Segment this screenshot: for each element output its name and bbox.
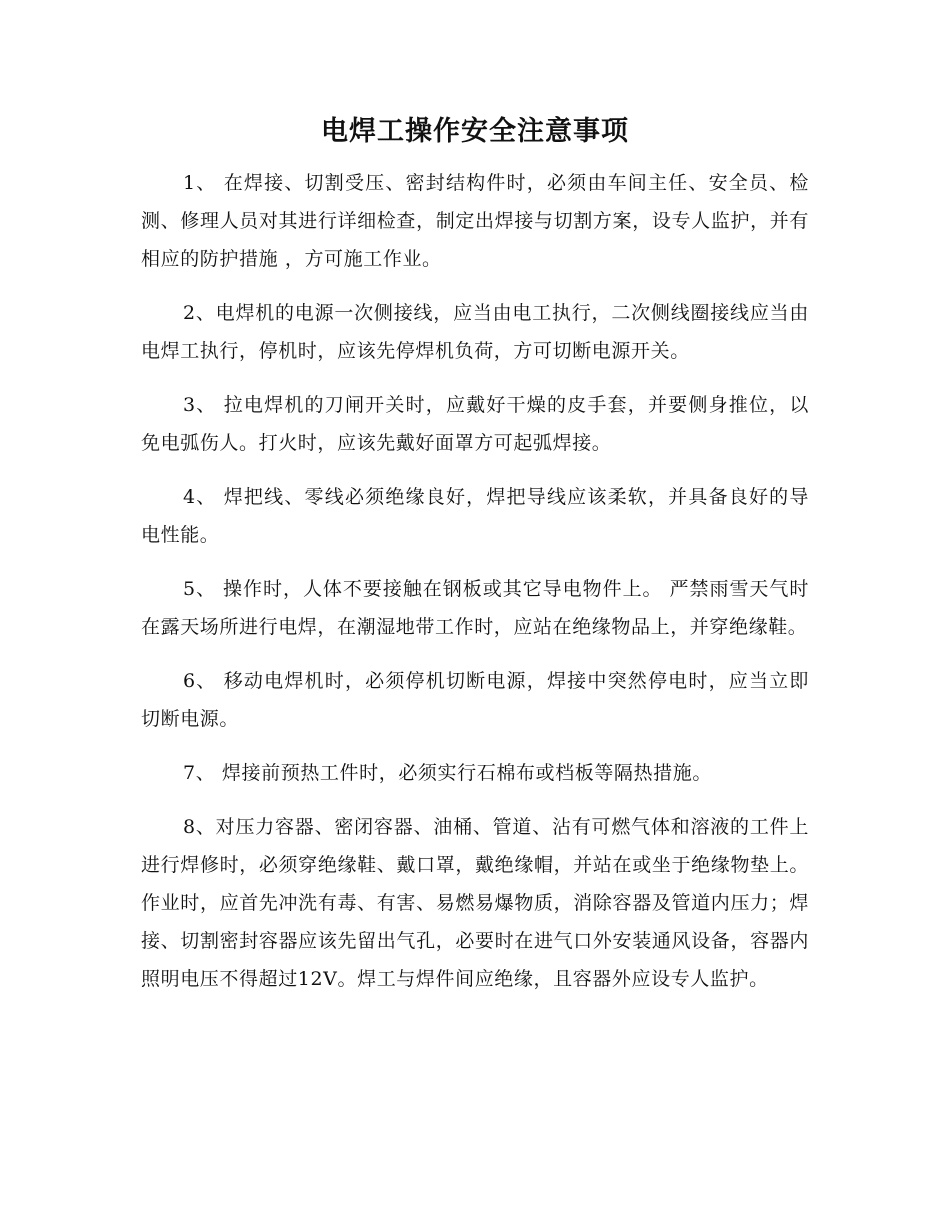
paragraph-3: 3、 拉电焊机的刀闸开关时，应戴好干燥的皮手套，并要侧身推位，以免电弧伤人。打火时，应该先戴好面罩方可起弧焊接。 — [141, 394, 809, 454]
paragraph-6: 6、 移动电焊机时，必须停机切断电源，焊接中突然停电时，应当立即切断电源。 — [141, 670, 809, 730]
paragraph-8: 8、对压力容器、密闭容器、油桶、管道、沾有可燃气体和溶液的工件上进行焊修时，必须穿绝缘鞋、戴口罩，戴绝缘帽，并站在或坐于绝缘物垫上。作业时，应首先冲洗有毒、有害、易燃易爆物质，消除容器及管道内压力；焊接、切割密封容器应该先留出气孔，必要时在进气口外安装通风设备，容器内照明电压不得超过12V。焊工与焊件间应绝缘，且容器外应设专人监护。 — [141, 816, 809, 990]
paragraph-1: 1、 在焊接、切割受压、密封结构件时，必须由车间主任、安全员、检测、修理人员对其进行详细检查，制定出焊接与切割方案，设专人监护，并有相应的防护措施 ，方可施工作业。 — [141, 172, 809, 270]
paragraph-5: 5、 操作时，人体不要接触在钢板或其它导电物件上。 严禁雨雪天气时在露天场所进行电焊，在潮湿地带工作时，应站在绝缘物品上，并穿绝缘鞋。 — [141, 578, 809, 638]
paragraph-2: 2、电焊机的电源一次侧接线，应当由电工执行，二次侧线圈接线应当由电焊工执行，停机时，应该先停焊机负荷，方可切断电源开关。 — [141, 302, 809, 362]
paragraph-7: 7、 焊接前预热工件时，必须实行石棉布或档板等隔热措施。 — [183, 762, 712, 784]
paragraph-4: 4、 焊把线、零线必须绝缘良好，焊把导线应该柔软，并具备良好的导电性能。 — [141, 486, 809, 546]
document-title: 电焊工操作安全注意事项 — [321, 116, 629, 147]
document-body — [141, 164, 809, 1014]
